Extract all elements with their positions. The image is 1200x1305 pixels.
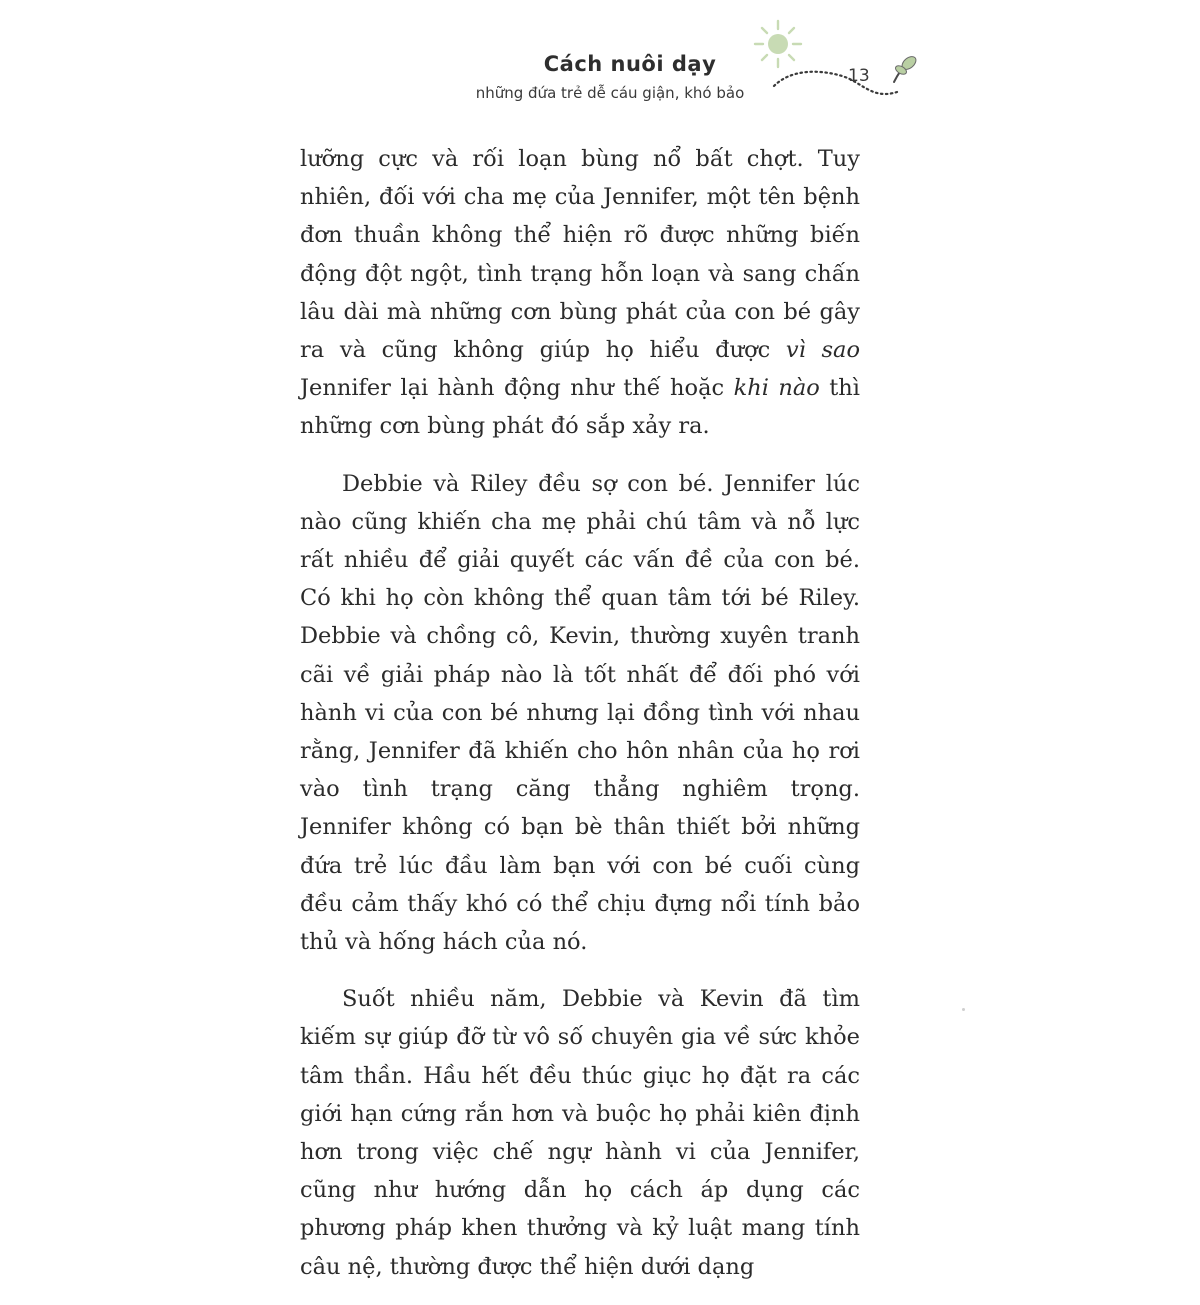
page-number: 13: [848, 66, 870, 86]
paragraph-1-italic-why: vì sao: [785, 337, 861, 364]
book-subtitle: những đứa trẻ dễ cáu giận, khó bảo: [475, 84, 745, 102]
page-body: [300, 140, 860, 1305]
paper-speck: [962, 1008, 965, 1011]
paragraph-1-italic-when: khi nào: [733, 375, 820, 402]
paragraph-1-text-2: Jennifer lại hành động như thế hoặc: [300, 375, 734, 402]
paragraph-1-text-3: thì những cơn bùng phát đó sắp xảy ra.: [300, 375, 860, 440]
paragraph-3: Suốt nhiều năm, Debbie và Kevin đã tìm kiếm sự giúp đỡ từ vô số chuyên gia về sức khỏe tâm thần. Hầu hết đều thúc giục họ đặt ra các giới hạn cứng rắn hơn và buộc họ phải kiên định hơn trong việc chế ngự hành vi của Jennifer, cũng như hướng dẫn họ cách áp dụng các phương pháp khen thưởng và kỷ luật mang tính câu nệ, thường được thể hiện dưới dạng: [300, 986, 860, 1280]
paragraph-2: Debbie và Riley đều sợ con bé. Jennifer lúc nào cũng khiến cha mẹ phải chú tâm và nỗ lực rất nhiều để giải quyết các vấn đề của con bé. Có khi họ còn không thể quan tâm tới bé Riley. Debbie và chồng cô, Kevin, thường xuyên tranh cãi về giải pháp nào là tốt nhất để đối phó với hành vi của con bé nhưng lại đồng tình với nhau rằng, Jennifer đã khiến cho hôn nhân của họ rơi vào tình trạng căng thẳng nghiêm trọng. Jennifer không có bạn bè thân thiết bởi những đứa trẻ lúc đầu làm bạn với con bé cuối cùng đều cảm thấy khó có thể chịu đựng nổi tính bảo thủ và hống hách của nó.: [300, 470, 860, 956]
page-header: [0, 0, 1200, 120]
paragraph-1-text: lưỡng cực và rối loạn bùng nổ bất chợt. Tuy nhiên, đối với cha mẹ của Jennifer, một tên bệnh đơn thuần không thể hiện rõ được những biến động đột ngột, tình trạng hỗn loạn và sang chấn lâu dài mà những cơn bùng phát của con bé gây ra và cũng không giúp họ hiểu được: [300, 146, 860, 364]
leaf-icon: [888, 52, 922, 86]
book-title: Cách nuôi dạy: [543, 52, 717, 76]
paragraph-1: [300, 140, 860, 446]
